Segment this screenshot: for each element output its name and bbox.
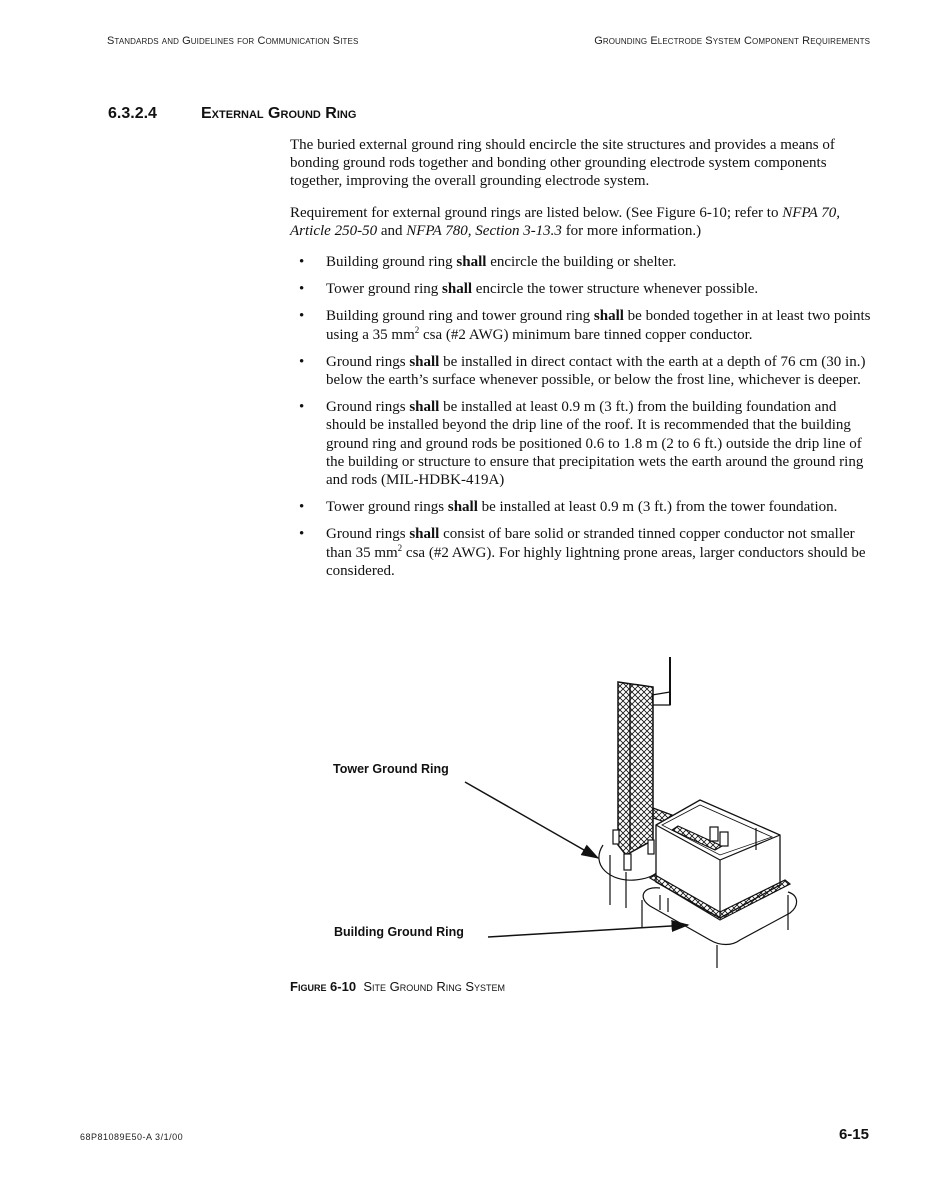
- list-item: [290, 353, 880, 389]
- req-text: for more information.): [561, 223, 702, 240]
- bullet-icon: •: [299, 399, 305, 416]
- bullet-icon: •: [299, 281, 305, 298]
- item-text: be installed at least 0.9 m (3 ft.) from the tower foundation.: [477, 499, 838, 516]
- figure-caption: [290, 979, 505, 994]
- shall-keyword: shall: [409, 526, 440, 543]
- bullet-icon: •: [299, 526, 305, 543]
- item-text: encircle the tower structure whenever possible.: [472, 281, 759, 298]
- item-text: be installed in direct contact with the earth at a depth of 76 cm (30 in.) below the earth’s surface whenever possible, or below the frost line, whichever is deeper.: [326, 353, 866, 389]
- item-text: Ground rings: [326, 526, 410, 543]
- list-item: [290, 398, 880, 489]
- bullet-icon: •: [299, 499, 305, 516]
- shall-keyword: shall: [447, 499, 478, 516]
- shall-keyword: shall: [409, 353, 440, 370]
- item-text: consist of bare solid or stranded tinned copper conductor not smaller than 35 mm: [326, 526, 855, 561]
- item-text: be bonded together in at least two points using a 35 mm: [326, 308, 871, 343]
- tower-ground-ring-label: Tower Ground Ring: [333, 762, 449, 776]
- building-ground-ring-label: Building Ground Ring: [334, 925, 464, 939]
- bullet-icon: •: [299, 308, 305, 325]
- item-text: be installed at least 0.9 m (3 ft.) from the building foundation and should be installed beyond the drip line of the roof. It is recommended that the building ground ring and ground rods be positioned 0.6 to 1.8 m (2 to 6 ft.) outside the drip line of the building or structure to ensure that precipitation wets the earth around the ground ring and rods (MIL-HDBK-419A): [326, 399, 864, 489]
- list-item: [290, 280, 880, 298]
- section-number: 6.3.2.4: [108, 105, 157, 122]
- bullet-icon: •: [299, 254, 305, 270]
- site-ground-ring-figure: [320, 650, 800, 980]
- page-number: 6-15: [838, 1126, 869, 1143]
- shall-keyword: shall: [409, 399, 440, 416]
- figure-title: Site Ground Ring System: [363, 979, 505, 994]
- item-text: Building ground ring and tower ground ring: [326, 308, 594, 325]
- item-text: Tower ground rings: [326, 499, 448, 516]
- requirements-list: [290, 253, 880, 589]
- running-header-right: Grounding Electrode System Component Requirements: [594, 35, 870, 47]
- bullet-icon: •: [299, 353, 305, 370]
- item-text: Ground rings: [326, 399, 410, 416]
- reference-nfpa780: NFPA 780, Section 3-13.3: [406, 223, 562, 240]
- item-text: Ground rings: [326, 353, 410, 370]
- item-text: Building ground ring: [326, 254, 457, 270]
- intro-paragraph: The buried external ground ring should encircle the site structures and provides a means of bonding ground rods together and bonding other grounding electrode system components together, improving the overall grounding electrode system.: [290, 137, 835, 190]
- req-text: Requirement for external ground rings are listed below. (See Figure 6-10; refer to: [290, 205, 783, 221]
- req-text: and: [377, 223, 407, 240]
- shall-keyword: shall: [456, 254, 487, 270]
- reference-nfpa70: NFPA 70, Article 250-50: [290, 205, 840, 240]
- list-item: [290, 525, 880, 580]
- section-title: External Ground Ring: [201, 105, 357, 122]
- list-item: [290, 307, 880, 343]
- shall-keyword: shall: [442, 281, 473, 298]
- item-text: csa (#2 AWG) minimum bare tinned copper conductor.: [419, 326, 753, 343]
- figure-number: Figure 6-10: [290, 979, 357, 994]
- superscript: 2: [414, 324, 420, 335]
- document-id: 68P81089E50-A 3/1/00: [80, 1132, 184, 1142]
- list-item: [290, 498, 880, 516]
- item-text: Tower ground ring: [326, 281, 443, 298]
- item-text: encircle the building or shelter.: [486, 254, 677, 270]
- requirements-paragraph: [290, 204, 880, 240]
- superscript: 2: [397, 542, 403, 553]
- list-item: [290, 253, 880, 271]
- running-header-left: Standards and Guidelines for Communication Sites: [107, 35, 359, 47]
- item-text: csa (#2 AWG). For highly lightning prone areas, larger conductors should be considered.: [326, 544, 866, 579]
- shall-keyword: shall: [593, 308, 624, 325]
